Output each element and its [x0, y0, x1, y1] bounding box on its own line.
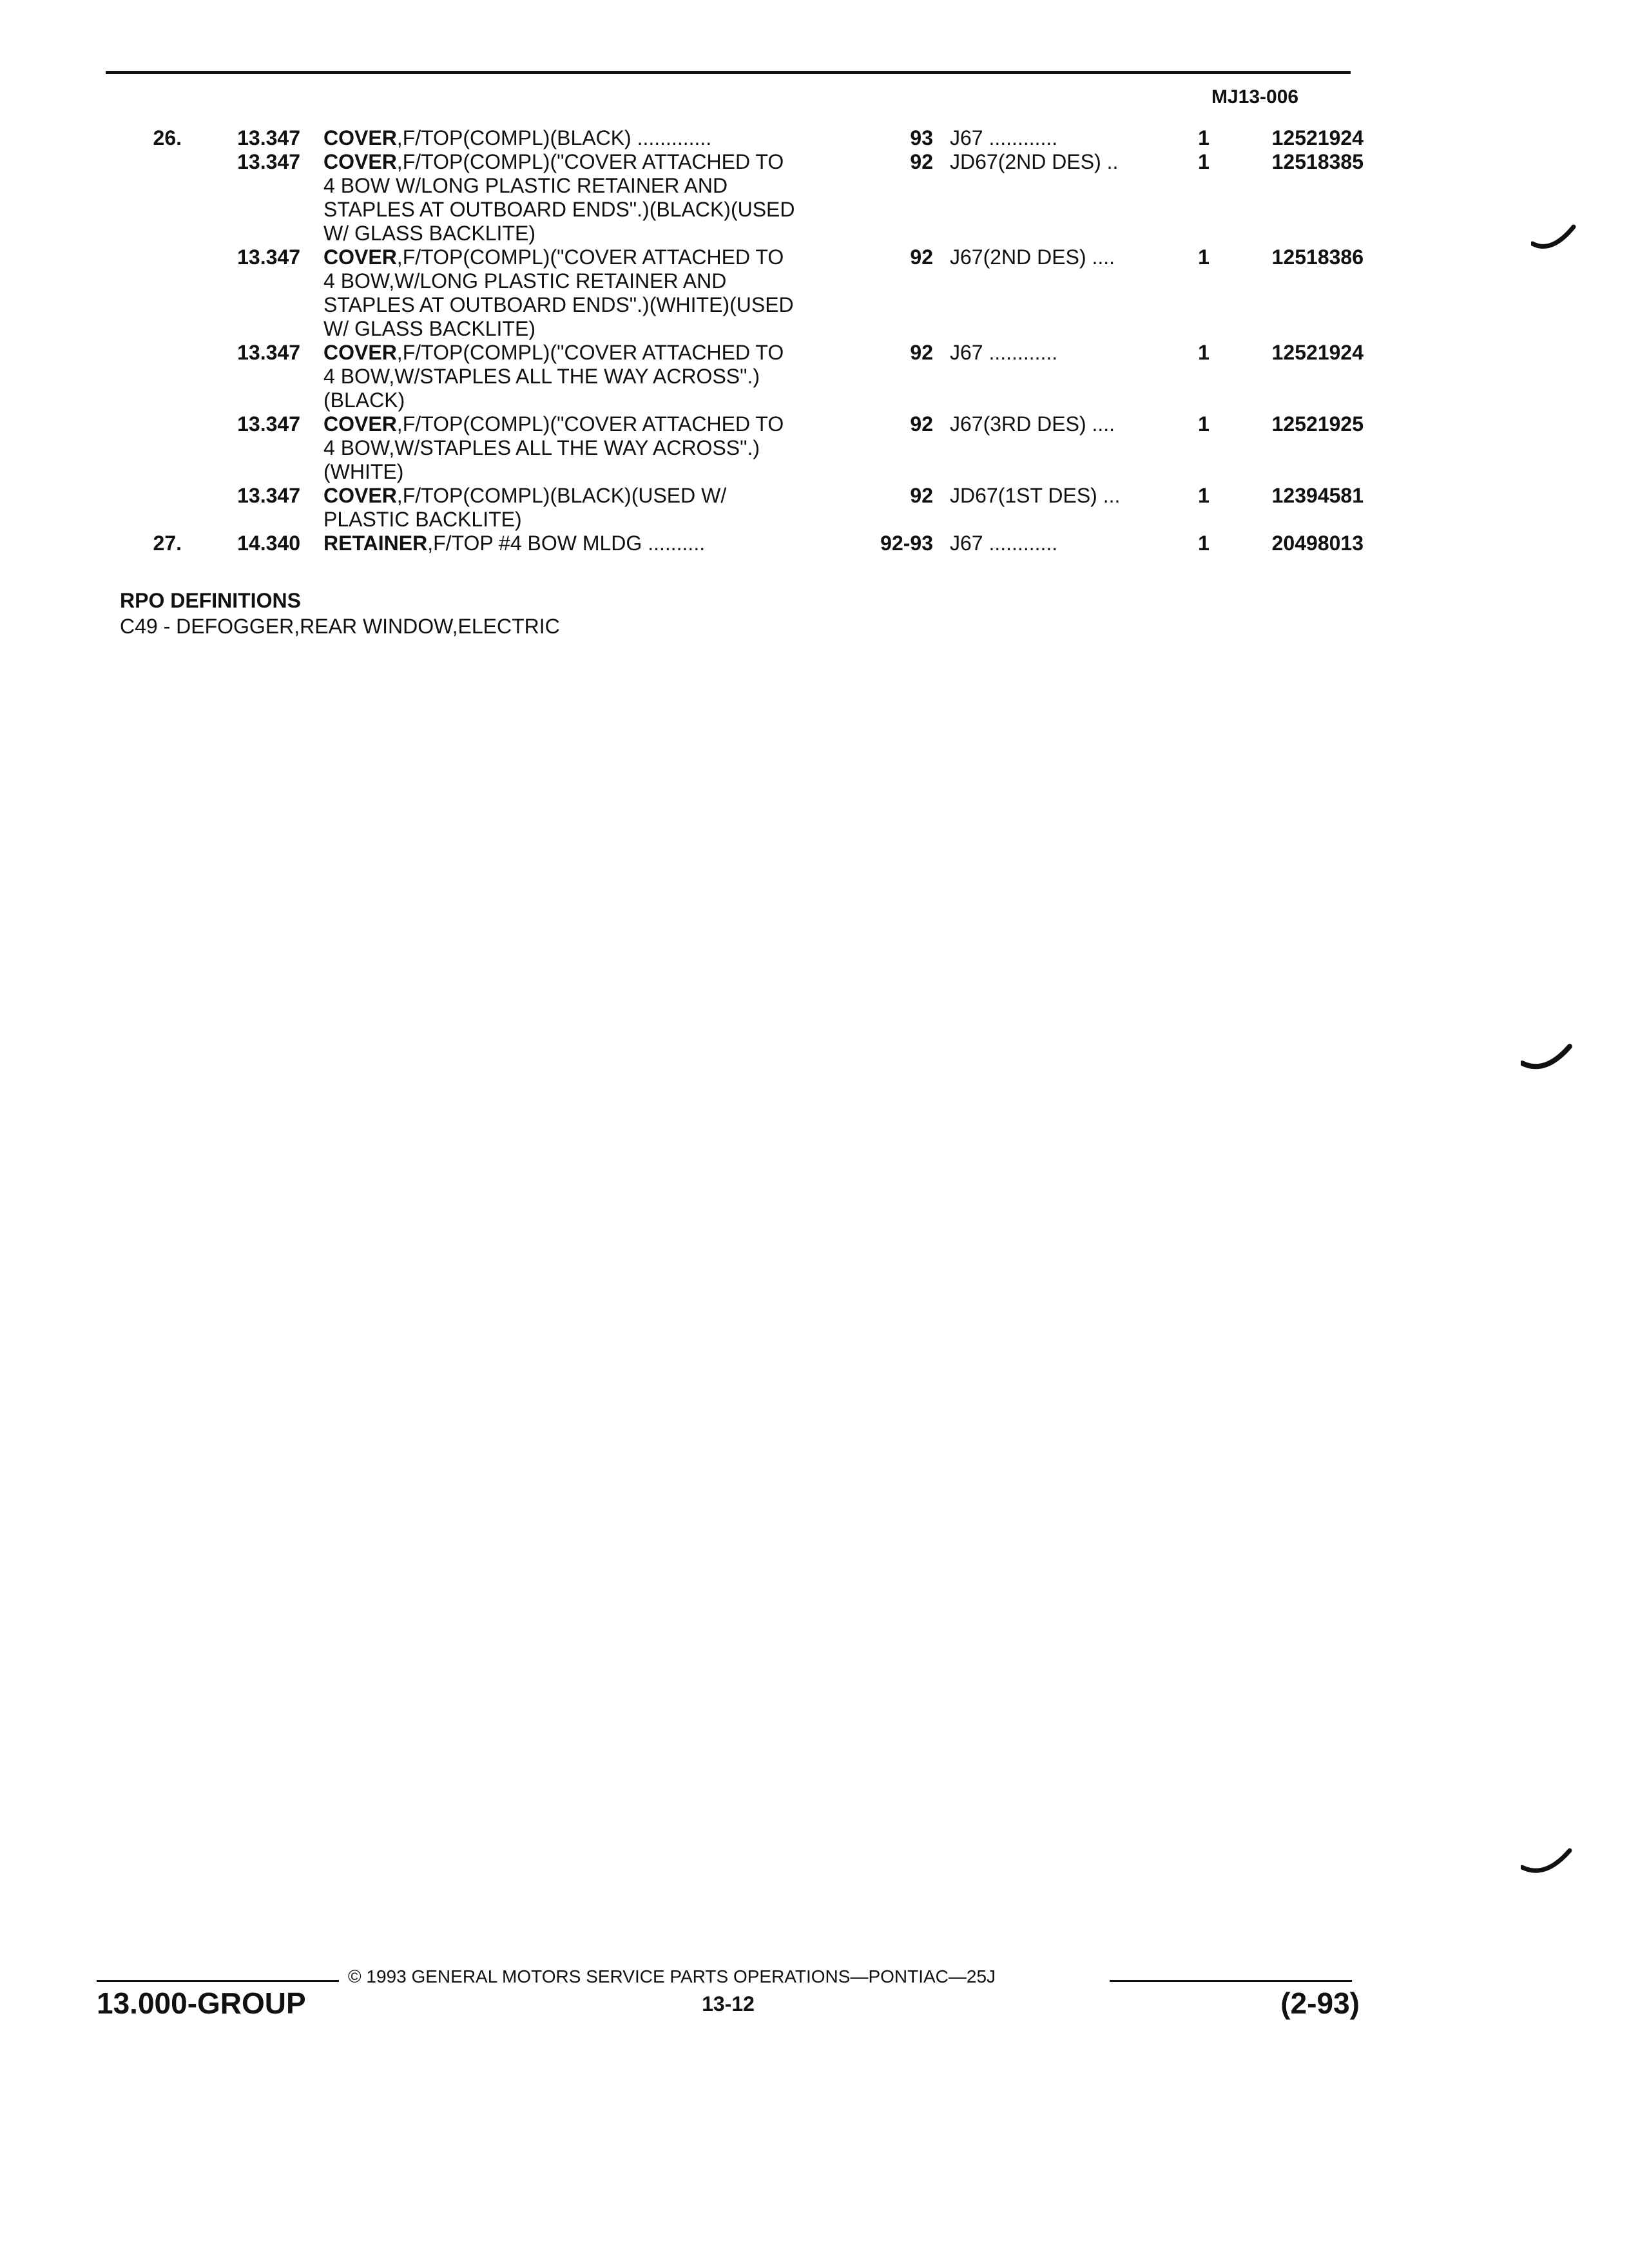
group-number: 14.340: [237, 532, 300, 555]
description-line: ,F/TOP(COMPL)("COVER ATTACHED TO: [396, 412, 784, 436]
description-line: (BLACK): [323, 389, 405, 412]
model-years: 92: [910, 484, 933, 507]
model-code: JD67(2ND DES) ..: [950, 150, 1119, 173]
group-number: 13.347: [237, 126, 300, 149]
rpo-heading: RPO DEFINITIONS: [120, 589, 301, 612]
model-code: J67 ............: [950, 532, 1058, 555]
page-number: 13-12: [702, 1992, 755, 2015]
part-name: COVER: [323, 150, 397, 173]
part-name: COVER: [323, 412, 397, 436]
footer-rule-right: [1110, 1980, 1352, 1982]
part-name: COVER: [323, 245, 397, 269]
part-name: COVER: [323, 484, 397, 507]
group-number: 13.347: [237, 245, 300, 269]
model-code: J67(2ND DES) ....: [950, 245, 1115, 269]
parts-row: [0, 150, 1629, 245]
part-name: COVER: [323, 341, 397, 364]
model-code: J67(3RD DES) ....: [950, 412, 1115, 436]
description-line: (WHITE): [323, 460, 404, 483]
group-number: 13.347: [237, 150, 300, 173]
description-line: ,F/TOP(COMPL)("COVER ATTACHED TO: [396, 150, 784, 173]
part-name: COVER: [323, 126, 397, 149]
item-number: 27.: [153, 532, 182, 555]
model-years: 92-93: [880, 532, 933, 555]
quantity: 1: [1198, 245, 1210, 269]
part-description: [323, 341, 853, 412]
part-number: 20498013: [1271, 532, 1364, 555]
group-number: 13.347: [237, 484, 300, 507]
model-years: 92: [910, 150, 933, 173]
quantity: 1: [1198, 532, 1210, 555]
description-line: ,F/TOP(COMPL)(BLACK)(USED W/: [396, 484, 727, 507]
page-reference: MJ13-006: [1211, 86, 1299, 108]
group-number: 13.347: [237, 412, 300, 436]
parts-row: [0, 126, 1629, 150]
footer-copyright: © 1993 GENERAL MOTORS SERVICE PARTS OPERATIONS—PONTIAC—25J: [348, 1966, 996, 1986]
quantity: 1: [1198, 484, 1210, 507]
description-line: ,F/TOP #4 BOW MLDG ..........: [427, 532, 706, 555]
model-years: 92: [910, 245, 933, 269]
parts-row: [0, 484, 1629, 532]
model-code: JD67(1ST DES) ...: [950, 484, 1121, 507]
description-line: 4 BOW,W/STAPLES ALL THE WAY ACROSS".): [323, 436, 760, 459]
rpo-definition: C49 - DEFOGGER,REAR WINDOW,ELECTRIC: [120, 615, 560, 638]
parts-row: [0, 412, 1629, 484]
quantity: 1: [1198, 150, 1210, 173]
footer-date: (2-93): [1280, 1986, 1360, 2020]
footer-rule-left: [97, 1980, 339, 1982]
group-number: 13.347: [237, 341, 300, 364]
description-line: STAPLES AT OUTBOARD ENDS".)(WHITE)(USED: [323, 293, 794, 316]
model-years: 92: [910, 412, 933, 436]
header-rule: [106, 71, 1351, 74]
description-line: W/ GLASS BACKLITE): [323, 317, 535, 340]
margin-mark: [1521, 1041, 1572, 1077]
part-number: 12518385: [1271, 150, 1364, 173]
model-code: J67 ............: [950, 126, 1058, 149]
part-number: 12518386: [1271, 245, 1364, 269]
part-description: [323, 484, 853, 532]
part-description: [323, 412, 853, 484]
part-description: [323, 245, 853, 341]
part-description: [323, 532, 853, 555]
description-line: PLASTIC BACKLITE): [323, 508, 522, 531]
description-line: STAPLES AT OUTBOARD ENDS".)(BLACK)(USED: [323, 198, 795, 221]
rpo-definitions: [120, 588, 560, 639]
part-description: [323, 126, 853, 150]
parts-list: [0, 126, 1629, 555]
parts-row: [0, 245, 1629, 341]
margin-mark: [1531, 223, 1576, 255]
quantity: 1: [1198, 412, 1210, 436]
model-years: 93: [910, 126, 933, 149]
quantity: 1: [1198, 341, 1210, 364]
parts-row: [0, 532, 1629, 555]
quantity: 1: [1198, 126, 1210, 149]
part-number: 12394581: [1271, 484, 1364, 507]
description-line: ,F/TOP(COMPL)("COVER ATTACHED TO: [396, 341, 784, 364]
parts-row: [0, 341, 1629, 412]
margin-mark: [1521, 1847, 1572, 1881]
part-number: 12521924: [1271, 126, 1364, 149]
footer-group: 13.000-GROUP: [97, 1986, 306, 2020]
part-number: 12521925: [1271, 412, 1364, 436]
description-line: 4 BOW W/LONG PLASTIC RETAINER AND: [323, 174, 728, 197]
model-code: J67 ............: [950, 341, 1058, 364]
model-years: 92: [910, 341, 933, 364]
description-line: 4 BOW,W/STAPLES ALL THE WAY ACROSS".): [323, 365, 760, 388]
description-line: W/ GLASS BACKLITE): [323, 222, 535, 245]
description-line: 4 BOW,W/LONG PLASTIC RETAINER AND: [323, 269, 727, 293]
part-name: RETAINER: [323, 532, 428, 555]
part-number: 12521924: [1271, 341, 1364, 364]
part-description: [323, 150, 853, 245]
description-line: ,F/TOP(COMPL)("COVER ATTACHED TO: [396, 245, 784, 269]
item-number: 26.: [153, 126, 182, 149]
description-line: ,F/TOP(COMPL)(BLACK) .............: [396, 126, 712, 149]
